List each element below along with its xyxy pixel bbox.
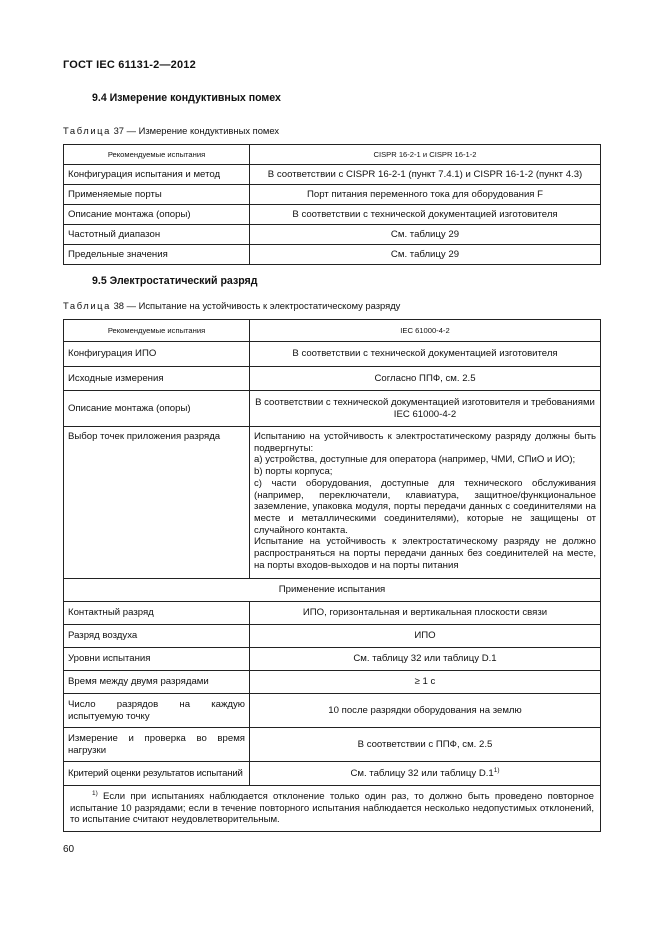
- list-item: b) порты корпуса;: [254, 466, 333, 478]
- table-row: [64, 225, 601, 245]
- row-label: Уровни испытания: [64, 648, 250, 671]
- row-label: Применяемые порты: [64, 185, 250, 205]
- row-value: ≥ 1 с: [250, 671, 601, 694]
- row-label: Измерение и проверка во время нагрузки: [64, 728, 250, 762]
- row-label: Время между двумя разрядами: [64, 671, 250, 694]
- table-row: [64, 694, 601, 728]
- table-37: [63, 144, 601, 265]
- row-label: Выбор точек приложения разряда: [64, 427, 250, 579]
- list-item: а) устройства, доступные для оператора (например, ЧМИ, СПиО и ИО);: [254, 454, 576, 466]
- row-label: Описание монтажа (опоры): [64, 205, 250, 225]
- row-label: Конфигурация испытания и метод: [64, 165, 250, 185]
- list-item: Испытание на устойчивость к электростатическому разряду не должно распространяться на порты передачи данных без соединителей на месте, на порты входов-выходов и на порты питания: [254, 536, 596, 571]
- list-item: Испытанию на устойчивость к электростатическому разряду должны быть подвергнуты:: [254, 431, 596, 454]
- row-label: Число разрядов на каждую испытуемую точку: [64, 694, 250, 728]
- row-value: [250, 427, 601, 579]
- row-label: Описание монтажа (опоры): [64, 391, 250, 427]
- footnote-text: Если при испытаниях наблюдается отклонение только один раз, то должно быть проведено повторное испытание 10 разрядами; если в течение повторного испытания наблюдается несколько недопустимых отклонений, то испытание считают неудовлетворительным.: [70, 790, 594, 826]
- header-cell: CISPR 16-2-1 и CISPR 16-1-2: [250, 145, 601, 165]
- row-label: Критерий оценки результатов испытаний: [64, 762, 250, 786]
- table-38: [63, 319, 601, 832]
- header-cell: Рекомендуемые испытания: [64, 145, 250, 165]
- document-header: ГОСТ IEC 61131-2—2012: [63, 59, 196, 71]
- row-label: Исходные измерения: [64, 367, 250, 391]
- row-value: В соответствии с CISPR 16-2-1 (пункт 7.4.1) и CISPR 16-1-2 (пункт 4.3): [250, 165, 601, 185]
- table-row: [64, 671, 601, 694]
- row-value: 10 после разрядки оборудования на землю: [250, 694, 601, 728]
- table-row: [64, 625, 601, 648]
- criteria-text: См. таблицу 32 или таблицу D.1: [350, 767, 494, 779]
- footnote-marker: 1): [493, 766, 500, 774]
- row-value: В соответствии с технической документацией изготовителя: [250, 342, 601, 367]
- table-row: [64, 342, 601, 367]
- row-label: Конфигурация ИПО: [64, 342, 250, 367]
- page-number: 60: [63, 844, 75, 855]
- table-row: [64, 367, 601, 391]
- table-row: [64, 762, 601, 786]
- table-row: [64, 728, 601, 762]
- row-value: В соответствии с ППФ, см. 2.5: [250, 728, 601, 762]
- row-value: Согласно ППФ, см. 2.5: [250, 367, 601, 391]
- table-row: [64, 602, 601, 625]
- table-footnote-row: [64, 786, 601, 832]
- row-value: См. таблицу 29: [250, 225, 601, 245]
- caption-text: 38 — Испытание на устойчивость к электростатическому разряду: [110, 300, 401, 311]
- table-37-caption: [63, 125, 279, 136]
- section-heading-9-5: 9.5 Электростатический разряд: [92, 275, 258, 287]
- table-row: [64, 391, 601, 427]
- row-value: См. таблицу 32 или таблицу D.1: [250, 648, 601, 671]
- row-label: Разряд воздуха: [64, 625, 250, 648]
- row-label: Частотный диапазон: [64, 225, 250, 245]
- table-header-row: [64, 320, 601, 342]
- row-value: [250, 762, 601, 786]
- row-value: ИПО: [250, 625, 601, 648]
- table-subheader-row: [64, 579, 601, 602]
- section-heading-9-4: 9.4 Измерение кондуктивных помех: [92, 92, 281, 104]
- application-header: Применение испытания: [64, 579, 601, 602]
- table-row: [64, 245, 601, 265]
- row-value: Порт питания переменного тока для оборудования F: [250, 185, 601, 205]
- row-label: Предельные значения: [64, 245, 250, 265]
- table-row: [64, 648, 601, 671]
- table-row: [64, 165, 601, 185]
- row-label: Контактный разряд: [64, 602, 250, 625]
- table-header-row: [64, 145, 601, 165]
- footnote-marker: 1): [92, 789, 98, 797]
- header-cell: IEC 61000-4-2: [250, 320, 601, 342]
- row-value: В соответствии с технической документацией изготовителя: [250, 205, 601, 225]
- list-item: c) части оборудования, доступные для технического обслуживания (например, переключатели, клавиатура, защитное/функциональное заземление, упаковка модуля, порты передачи данных с соединителями на месте и металлическими соединителями), которые не защищены от случайного контакта.: [254, 477, 596, 536]
- caption-prefix: Таблица: [63, 125, 111, 136]
- caption-prefix: Таблица: [63, 300, 111, 311]
- footnote: [64, 786, 601, 832]
- row-value: См. таблицу 29: [250, 245, 601, 265]
- table-row: [64, 205, 601, 225]
- caption-text: 37 — Измерение кондуктивных помех: [110, 125, 280, 136]
- header-cell: Рекомендуемые испытания: [64, 320, 250, 342]
- table-row-discharge-points: [64, 427, 601, 579]
- row-value: ИПО, горизонтальная и вертикальная плоскости связи: [250, 602, 601, 625]
- table-row: [64, 185, 601, 205]
- row-value: В соответствии с технической документацией изготовителя и требованиями IEC 61000-4-2: [250, 391, 601, 427]
- table-38-caption: [63, 300, 400, 311]
